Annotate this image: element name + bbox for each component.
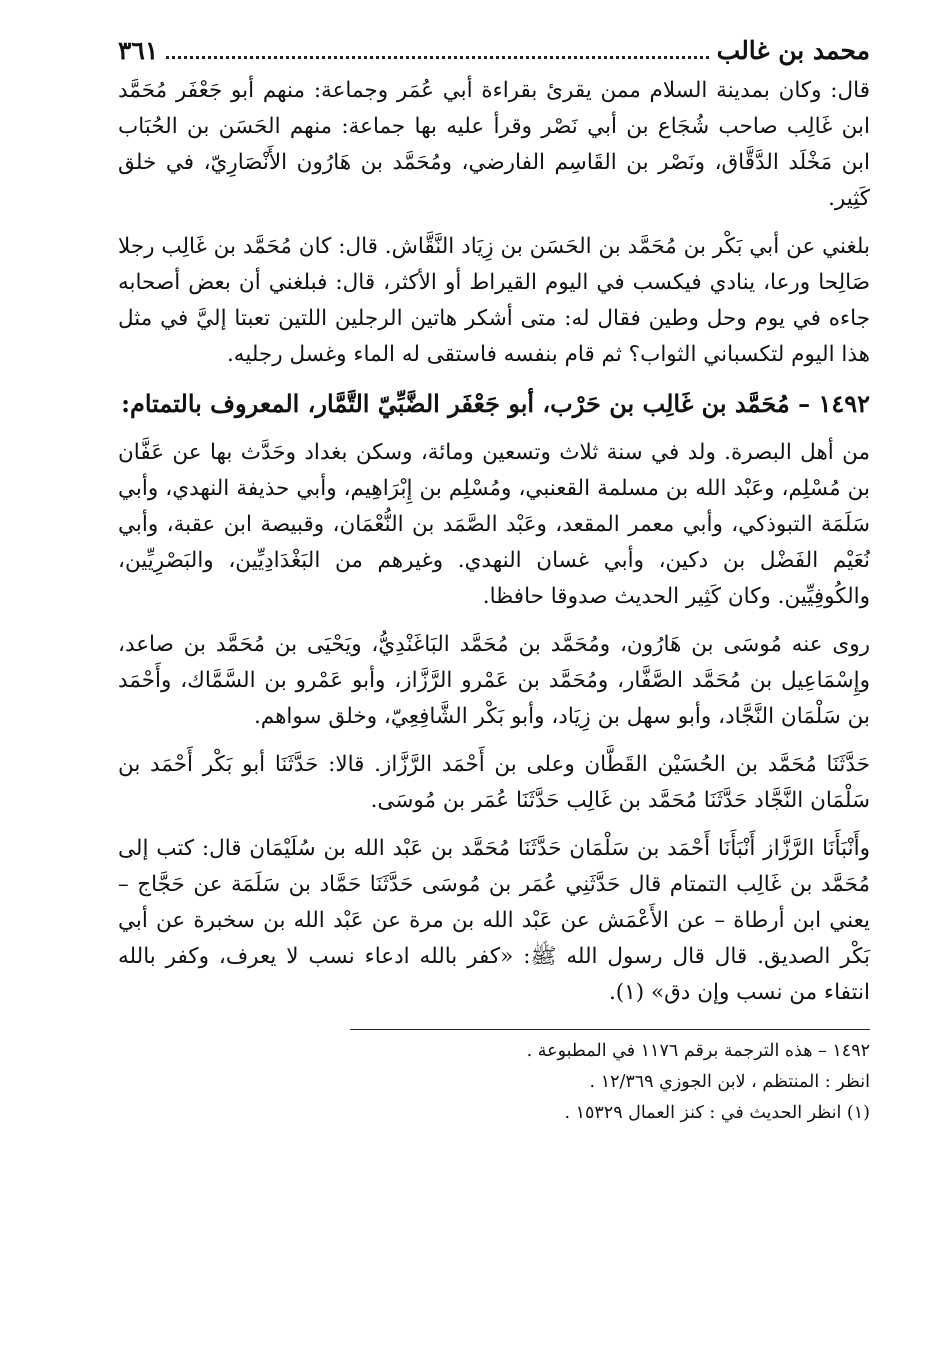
header-title: محمد بن غالب <box>716 36 870 65</box>
footnote-3: (١) انظر الحديث في : كنز العمال ١٥٣٢٩ . <box>564 1103 870 1123</box>
running-header <box>118 36 870 67</box>
paragraph-4: روى عنه مُوسَى بن هَارُون، ومُحَمَّد بن مُحَمَّد البَاغَنْدِيُّ، ويَحْيَى بن مُحَمَّد بن صاعد، وإِسْمَاعِيل بن مُحَمَّد الصَّفَّار، ومُحَمَّد بن عَمْرو الرَّزَّاز، وأبو عَمْرو بن السَّمَّاك، وأَحْمَد بن سَلْمَان النَّجَّاد، وأبو سهل بن زِيَاد، وأبو بَكْر الشَّافِعِيّ، وخلق سواهم. <box>118 632 870 729</box>
paragraph-6: وأَنْبَأَنَا الرَّزَّاز أَنْبَأَنَا أَحْمَد بن سَلْمَان حَدَّثَنَا مُحَمَّد بن عَبْد الله بن سُلَيْمَان قال: كتب إلى مُحَمَّد بن غَالِب التمتام قال حَدَّثَنِي عُمَر بن مُوسَى حَدَّثَنَا حَمَّاد بن سَلَمَة عن حَجَّاج – يعني ابن أرطاة – عن الأَعْمَش عن عَبْد الله بن مرة عن عَبْد الله بن سخبرة عن أبي بَكْر الصديق. قال قال رسول الله ﷺ: «كفر بالله ادعاء نسب لا يعرف، وكفر بالله انتفاء من نسب وإن دق» (١). <box>118 836 870 1005</box>
paragraph-5: حَدَّثَنَا مُحَمَّد بن الحُسَيْن القَطَّان وعلى بن أَحْمَد الرَّزَّاز. قالا: حَدَّثَنَا أبو بَكْر أَحْمَد بن سَلْمَان النَّجَّاد حَدَّثَنَا مُحَمَّد بن غَالِب حَدَّثَنَا عُمَر بن مُوسَى. <box>118 752 870 813</box>
entry-heading-1492: ١٤٩٢ – مُحَمَّد بن غَالِب بن حَرْب، أبو جَعْفَر الضَّبِّيّ التَّمَّار، المعروف بالتمتام: <box>121 389 870 418</box>
footnote-divider <box>350 1029 870 1030</box>
paragraph-3: من أهل البصرة. ولد في سنة ثلاث وتسعين ومائة، وسكن بغداد وحَدَّث بها عن عَفَّان بن مُسْلِم، وعَبْد الله بن مسلمة القعنبي، ومُسْلِم بن إِبْرَاهِيم، وأبي حذيفة النهدي، وأبي سَلَمَة التبوذكي، وأبي معمر المقعد، وعَبْد الصَّمَد بن النُّعْمَان، وقبيصة ابن عقبة، وأبي نُعَيْم الفَضْل بن دكين، وأبي غسان النهدي. وغيرهم من البَغْدَادِيِّين، والبَصْرِيِّين، والكُوفِيِّين. وكان كَثِير الحديث صدوقا حافظا. <box>118 440 870 609</box>
paragraph-1: قال: وكان بمدينة السلام ممن يقرئ بقراءة أبي عُمَر وجماعة: منهم أبو جَعْفَر مُحَمَّد ابن غَالِب صاحب شُجَاع بن أبي نَصْر وقرأ عليه بها جماعة: منهم الحَسَن بن الحُبَاب ابن مَخْلَد الدَّقَّاق، ونَصْر بن القَاسِم الفارضي، ومُحَمَّد بن هَارُون الأَنْصَارِيّ، في خلق كَثِير. <box>118 78 870 211</box>
footnotes <box>118 1036 870 1129</box>
paragraph-2: بلغني عن أبي بَكْر بن مُحَمَّد بن الحَسَن بن زِيَاد النَّقَّاش. قال: كان مُحَمَّد بن غَالِب رجلا صَالِحا ورعا، ينادي فيكسب في اليوم القيراط أو الأكثر، قال: فبلغني أن بعض أصحابه جاءه في يوم وحل وطين فقال له: متى أشكر هاتين الرجلين اللتين تعبتا إليَّ في مثل هذا اليوم لتكسباني الثواب؟ ثم قام بنفسه فاستقى له الماء وغسل رجليه. <box>118 234 870 367</box>
header-dotted-leader <box>166 56 708 59</box>
page-number: ٣٦١ <box>118 36 159 65</box>
footnote-1: ١٤٩٢ – هذه الترجمة برقم ١١٧٦ في المطبوعة . <box>526 1041 870 1061</box>
footnote-2: انظر : المنتظم ، لابن الجوزي ١٢/٣٦٩ . <box>589 1072 870 1092</box>
